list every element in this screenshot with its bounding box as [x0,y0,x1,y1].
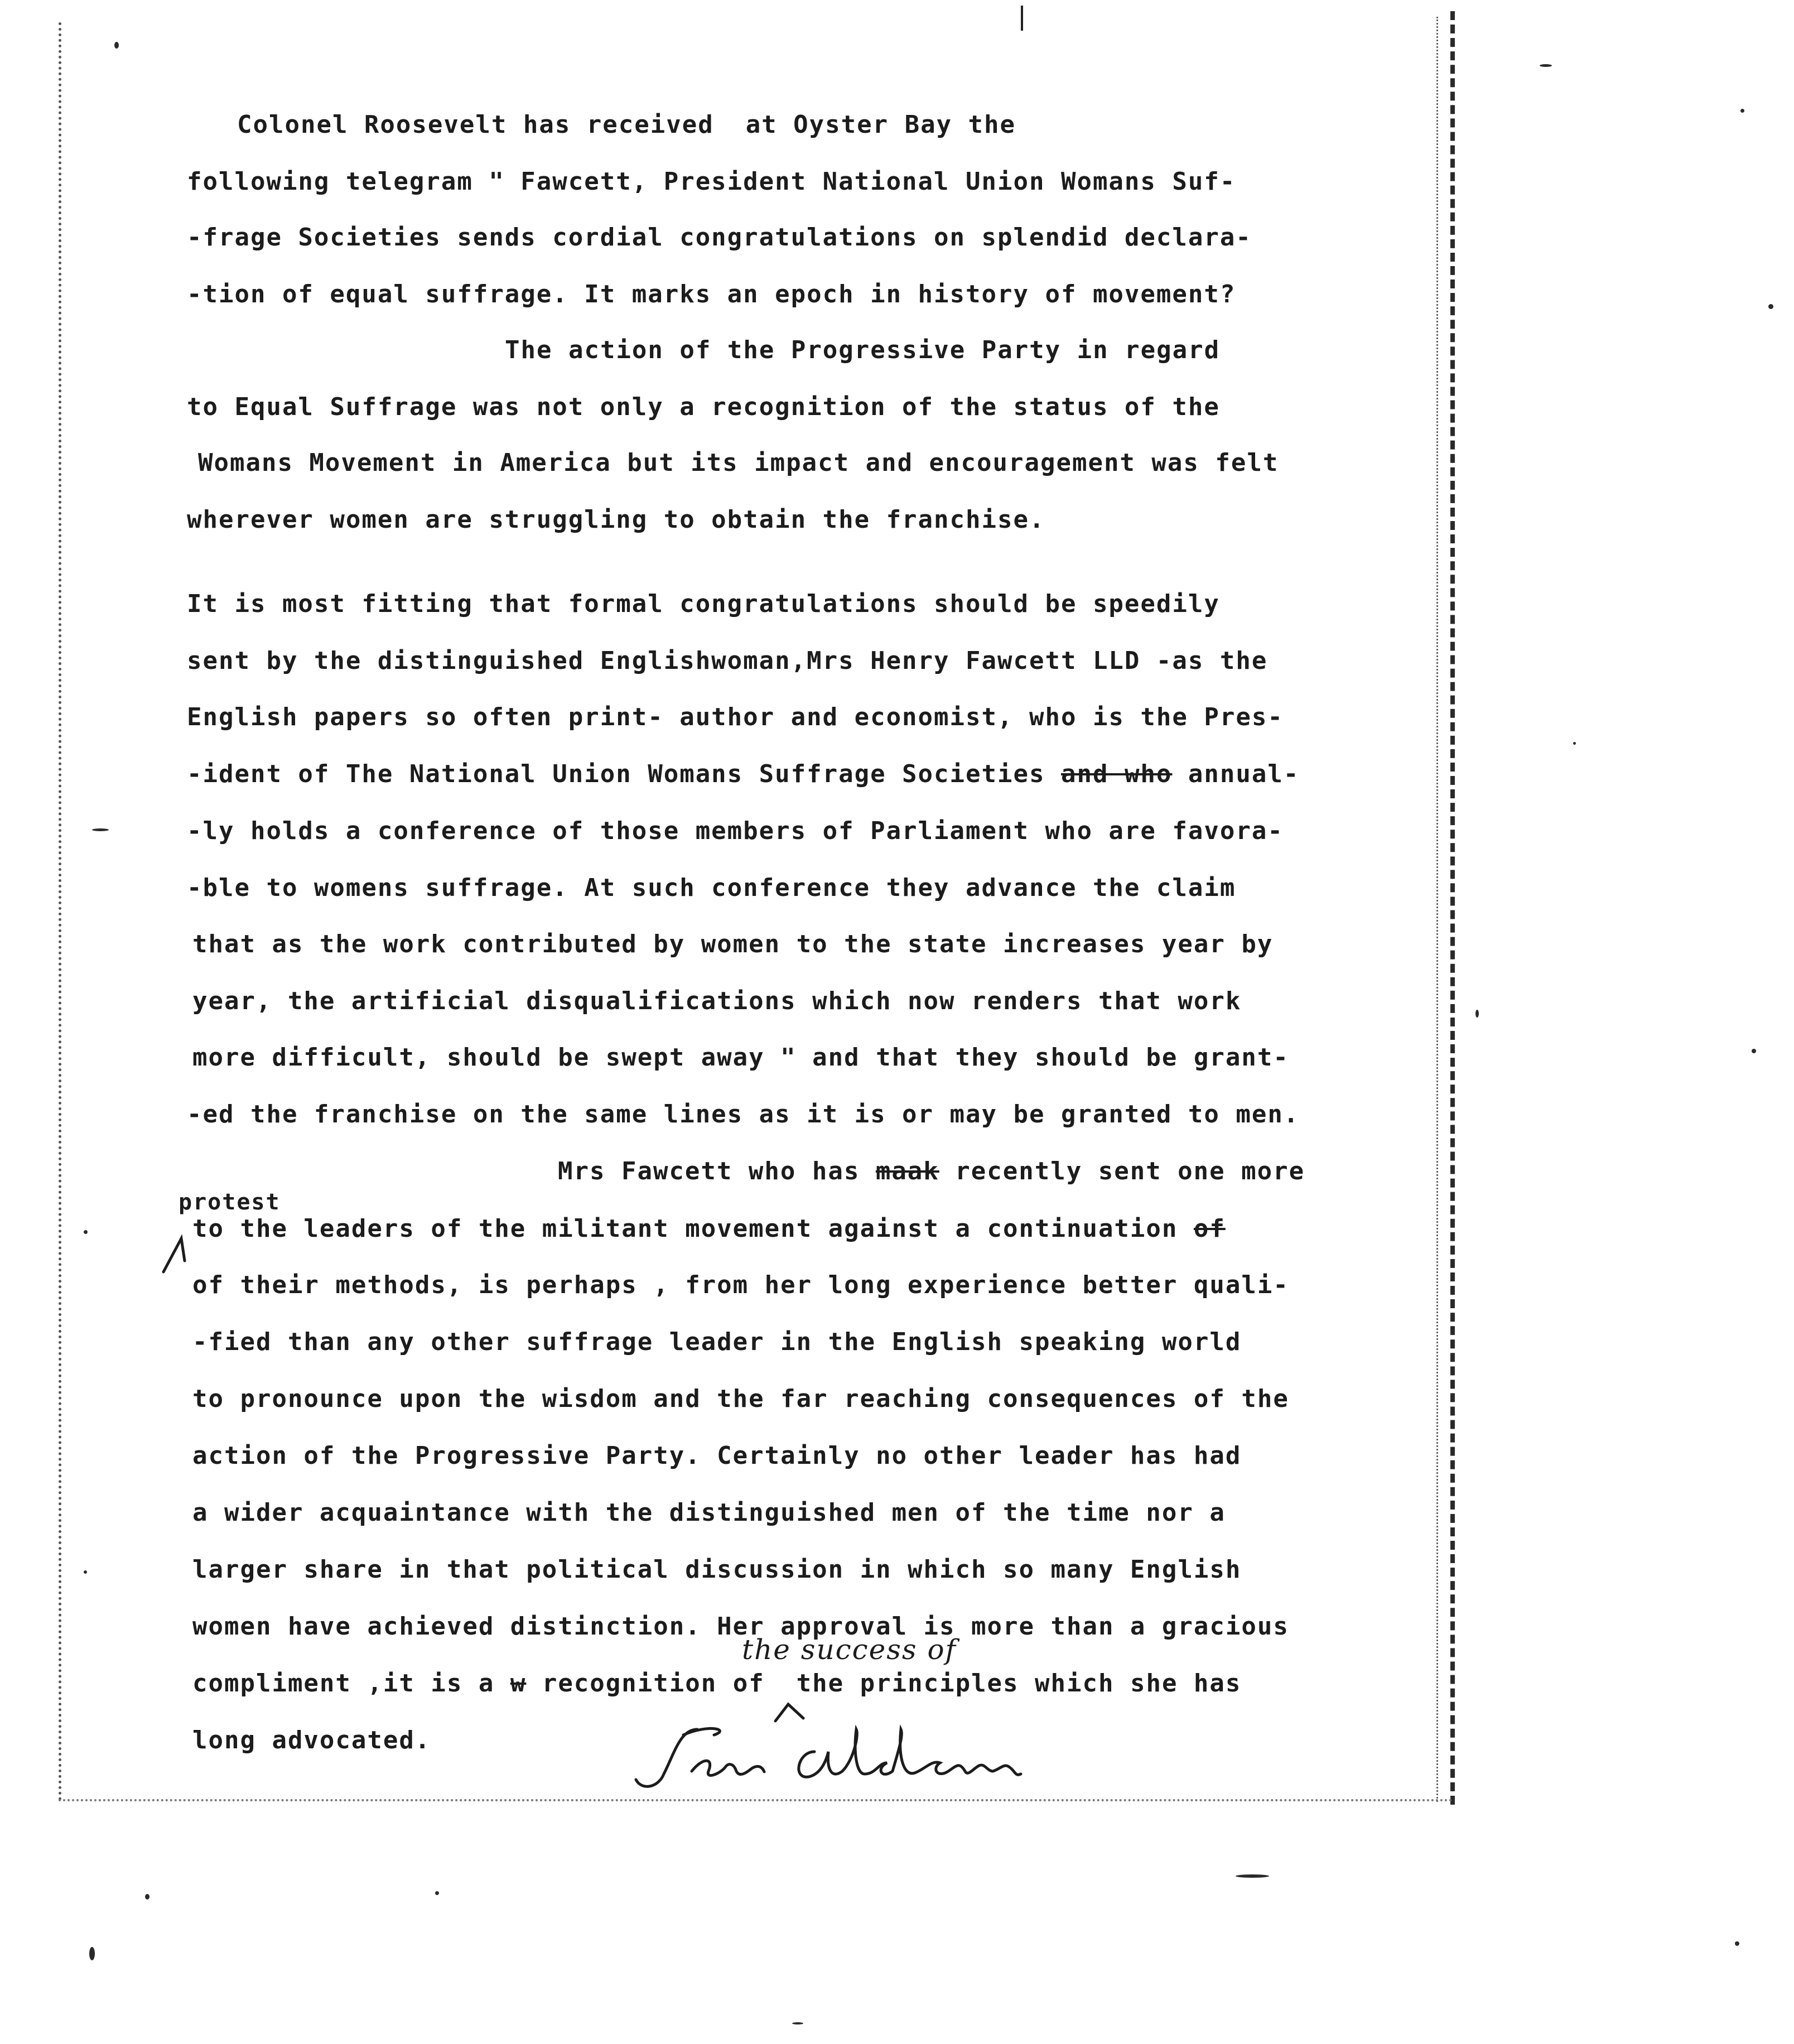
text-line: -frage Societies sends cordial congratulations on splendid declara- [187,223,1252,252]
text-line: -ble to womens suffrage. At such conference they advance the claim [187,874,1236,902]
text-segment: to the leaders of the militant movement against a continuation [192,1214,1178,1243]
struck-text: of [1193,1214,1226,1243]
signature-image [630,1718,1032,1802]
text-segment: annual- [1188,760,1300,788]
text-line: of their methods, is perhaps , from her long experience better quali- [192,1271,1289,1299]
text-line: a wider acquaintance with the distinguished men of the time nor a [192,1498,1226,1527]
text-line [187,759,1299,790]
text-line: to Equal Suffrage was not only a recognition of the status of the [187,393,1220,421]
scan-speck [1768,304,1773,309]
scan-speck [145,1894,150,1900]
scan-speck [1475,1010,1479,1018]
text-line: wherever women are struggling to obtain the franchise. [187,505,1045,534]
struck-text: w [510,1669,527,1698]
scan-speck [1740,109,1744,113]
text-line: It is most fitting that formal congratulations should be speedily [187,590,1220,618]
scan-speck [1573,742,1576,745]
text-line: long advocated. [192,1726,431,1754]
scan-speck [1236,1874,1269,1878]
text-line: following telegram " Fawcett, President National Union Womans Suf- [187,167,1236,196]
text-line [558,1156,1305,1187]
scan-speck [114,42,119,49]
scan-speck [89,1947,95,1960]
handwritten-insert: the success of [742,1633,957,1666]
struck-text: and who [1060,760,1173,788]
scan-speck [84,1570,87,1574]
text-segment: compliment ,it is a [192,1669,495,1698]
text-line: Womans Movement in America but its impact and encouragement was felt [198,449,1279,477]
text-line: Colonel Roosevelt has received at Oyster Bay the [237,110,1016,139]
text-line: -fied than any other suffrage leader in the English speaking world [192,1328,1242,1356]
text-line: larger share in that political discussion in which so many English [192,1555,1242,1584]
scan-mark [1021,6,1023,31]
text-line: year, the artificial disqualifications which now renders that work [192,987,1242,1015]
scan-border-left [59,22,61,1802]
struck-text: maak [875,1157,939,1185]
text-line: English papers so often print- author and economist, who is the Pres- [187,703,1284,731]
text-segment: recently sent one more [955,1157,1305,1185]
scan-speck [1752,1049,1756,1053]
scan-speck [1735,1941,1739,1946]
text-segment: -ident of The National Union Womans Suffrage Societies [187,760,1045,788]
text-line: The action of the Progressive Party in regard [505,336,1221,364]
text-line: to pronounce upon the wisdom and the far reaching consequences of the [192,1385,1289,1413]
text-segment: recognition of the principles which she has [542,1669,1242,1698]
text-line: -ed the franchise on the same lines as it is or may be granted to men. [187,1100,1300,1129]
text-line: -ly holds a conference of those members of Parliament who are favora- [187,817,1284,845]
scan-border-right [1450,11,1455,1805]
text-line: that as the work contributed by women to the state increases year by [192,930,1274,958]
text-line: more difficult, should be swept away " and that they should be grant- [192,1043,1289,1072]
text-line: women have achieved distinction. Her approval is more than a gracious [192,1612,1289,1641]
text-line: sent by the distinguished Englishwoman,Mrs Henry Fawcett LLD -as the [187,647,1268,675]
scan-speck [792,2022,803,2024]
scan-speck [1540,64,1552,67]
margin-insert-text: protest [179,1189,281,1215]
text-line [192,1213,1226,1245]
text-line [192,1668,1241,1699]
text-line: action of the Progressive Party. Certainly no other leader has had [192,1442,1242,1470]
scan-border-right-inner [1436,17,1438,1802]
scan-speck [92,828,109,831]
text-segment: Mrs Fawcett who has [558,1157,860,1185]
text-line: -tion of equal suffrage. It marks an epoch in history of movement? [187,280,1236,308]
scan-speck [435,1891,439,1895]
scan-speck [84,1230,88,1234]
